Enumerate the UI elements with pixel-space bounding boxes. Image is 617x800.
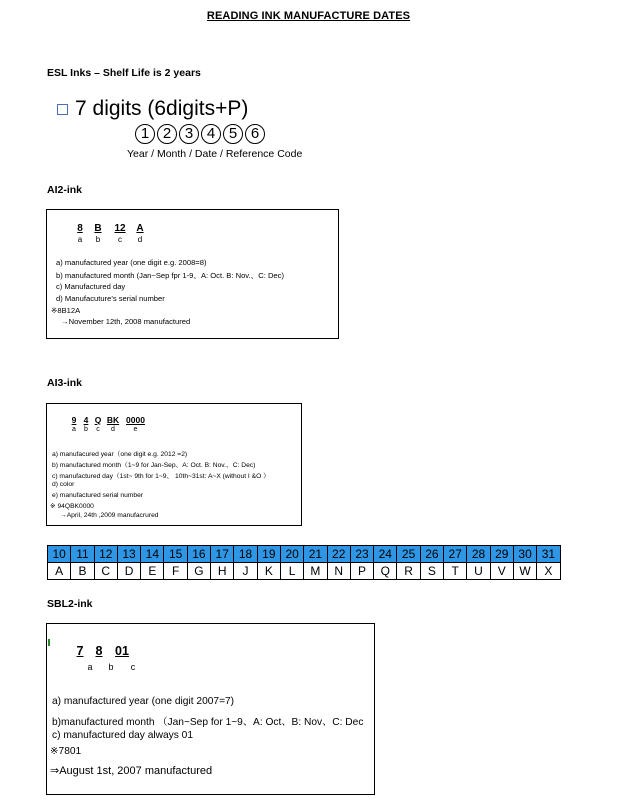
ai3-letter-row [68, 426, 149, 433]
day-number-cell: 29 [490, 546, 513, 563]
code-letter: d [137, 235, 143, 244]
day-number-cell: 12 [94, 546, 117, 563]
day-letter-cell: T [444, 563, 467, 580]
day-letter-cell: D [117, 563, 140, 580]
code-segment: 8 [95, 644, 103, 658]
sbl2-code-row [71, 644, 135, 658]
day-number-cell: 18 [234, 546, 257, 563]
day-number-cell: 23 [350, 546, 373, 563]
day-number-cell: 24 [374, 546, 397, 563]
day-letter-cell: A [48, 563, 71, 580]
ai3-code-row [68, 415, 149, 425]
day-letter-cell: U [467, 563, 490, 580]
code-segment: 8 [77, 223, 83, 234]
day-letter-row [48, 563, 561, 580]
circled-digit: 2 [157, 124, 177, 144]
esl-digits-line [57, 97, 248, 121]
day-number-cell: 16 [187, 546, 210, 563]
ai2-line: d) Manufacuture’s serial number [56, 294, 165, 303]
ai3-line: →April, 24th ,2009 manufacrured [60, 512, 159, 519]
code-letter: b [84, 426, 88, 433]
day-number-cell: 15 [164, 546, 187, 563]
code-segment: 9 [71, 415, 77, 425]
ai2-line: c) Manufactured day [56, 282, 126, 291]
code-letter: d [111, 426, 115, 433]
ai2-line: a) manufactured year (one digit e.g. 2008=8) [56, 258, 207, 267]
ai3-line: d) color [52, 481, 75, 488]
ai2-line: ※8B12A [51, 306, 81, 315]
day-letter-cell: H [211, 563, 234, 580]
day-letter-cell: C [94, 563, 117, 580]
sbl2-line: ※7801 [50, 746, 82, 757]
code-segment: 4 [83, 415, 89, 425]
circled-digit: 4 [201, 124, 221, 144]
sbl2-line: c) manufactured day always 01 [52, 730, 193, 741]
day-code-table [47, 545, 561, 580]
sbl2-line: a) manufactured year (one digit 2007=7) [52, 696, 235, 707]
day-letter-cell: E [141, 563, 164, 580]
ai2-heading: AI2-ink [47, 184, 83, 196]
day-letter-cell: G [187, 563, 210, 580]
circled-digit: 1 [135, 124, 155, 144]
code-letter: c [118, 235, 122, 244]
ai3-line: b) manufactured month（1~9 for Jan-Sep、A: Oct. B: Nov.、C: Dec) [52, 462, 256, 469]
code-letter: b [108, 662, 114, 672]
day-number-cell: 11 [71, 546, 94, 563]
sbl2-line: b)manufactured month （Jan~Sep for 1~9、A: Oct、B: Nov、C: Dec [52, 717, 364, 728]
code-letter: b [95, 235, 101, 244]
ai2-line: →November 12th, 2008 manufactured [61, 317, 191, 326]
sbl2-heading: SBL2-ink [47, 598, 93, 610]
sbl2-line: ⇒August 1st, 2007 manufactured [50, 765, 213, 777]
day-number-cell: 25 [397, 546, 420, 563]
day-letter-cell: B [71, 563, 94, 580]
circled-digit: 6 [245, 124, 265, 144]
ai3-line: a) manufacured year（one digit e.g. 2012 =2) [52, 451, 188, 458]
day-number-cell: 14 [141, 546, 164, 563]
esl-circled-digits [135, 124, 265, 144]
day-number-cell: 22 [327, 546, 350, 563]
day-number-cell: 28 [467, 546, 490, 563]
day-number-cell: 31 [537, 546, 560, 563]
sbl2-letter-row [80, 662, 144, 672]
day-number-cell: 20 [280, 546, 303, 563]
day-letter-cell: J [234, 563, 257, 580]
code-letter: c [130, 662, 136, 672]
day-number-cell: 26 [420, 546, 443, 563]
day-number-cell: 13 [117, 546, 140, 563]
day-letter-cell: Q [374, 563, 397, 580]
circled-digit: 5 [223, 124, 243, 144]
circled-digit: 3 [179, 124, 199, 144]
day-letter-cell: P [350, 563, 373, 580]
code-letter: a [87, 662, 93, 672]
ai2-code-row [73, 223, 149, 234]
sbl2-box [46, 623, 375, 795]
code-segment: BK [106, 415, 120, 425]
day-letter-cell: L [280, 563, 303, 580]
day-number-cell: 17 [211, 546, 234, 563]
day-letter-cell: F [164, 563, 187, 580]
ai2-letter-row [73, 235, 149, 244]
day-letter-cell: K [257, 563, 280, 580]
page-title: READING INK MANUFACTURE DATES [206, 10, 411, 22]
ai3-heading: AI3-ink [47, 377, 83, 389]
day-letter-cell: M [304, 563, 327, 580]
ai3-line: ※ 94QBK0000 [50, 503, 94, 510]
day-number-cell: 19 [257, 546, 280, 563]
esl-heading: ESL Inks – Shelf Life is 2 years [47, 67, 201, 79]
code-segment: 7 [76, 644, 84, 658]
day-letter-cell: N [327, 563, 350, 580]
esl-caption: Year / Month / Date / Reference Code [127, 148, 303, 160]
ai3-line: c) manufactured day（1st~ 9th for 1~9、 10th~31st: A~X (without I &O ） [52, 473, 270, 480]
day-number-cell: 27 [444, 546, 467, 563]
ai2-box [46, 209, 339, 339]
day-letter-cell: W [513, 563, 536, 580]
ai3-line: e) manufactured serial number [52, 492, 144, 499]
day-number-cell: 30 [513, 546, 536, 563]
esl-digits-label: 7 digits (6digits+P) [75, 97, 249, 120]
day-number-row [48, 546, 561, 563]
ai3-box [46, 403, 302, 526]
day-number-cell: 10 [48, 546, 71, 563]
code-segment: A [136, 223, 144, 234]
code-segment: 0000 [126, 415, 145, 425]
code-letter: c [96, 426, 100, 433]
corner-marker [48, 639, 50, 646]
code-letter: a [77, 235, 83, 244]
day-number-cell: 21 [304, 546, 327, 563]
checkbox-icon [57, 104, 68, 115]
ai2-line: b) manufactured month (Jan~Sep fpr 1-9、A: Oct. B: Nov.、C: Dec) [56, 271, 284, 280]
code-segment: B [94, 223, 102, 234]
day-letter-cell: R [397, 563, 420, 580]
day-letter-cell: V [490, 563, 513, 580]
day-letter-cell: X [537, 563, 560, 580]
code-segment: 01 [115, 644, 129, 658]
code-letter: a [72, 426, 76, 433]
code-letter: e [133, 426, 138, 433]
day-letter-cell: S [420, 563, 443, 580]
code-segment: Q [94, 415, 102, 425]
code-segment: 12 [114, 223, 126, 234]
